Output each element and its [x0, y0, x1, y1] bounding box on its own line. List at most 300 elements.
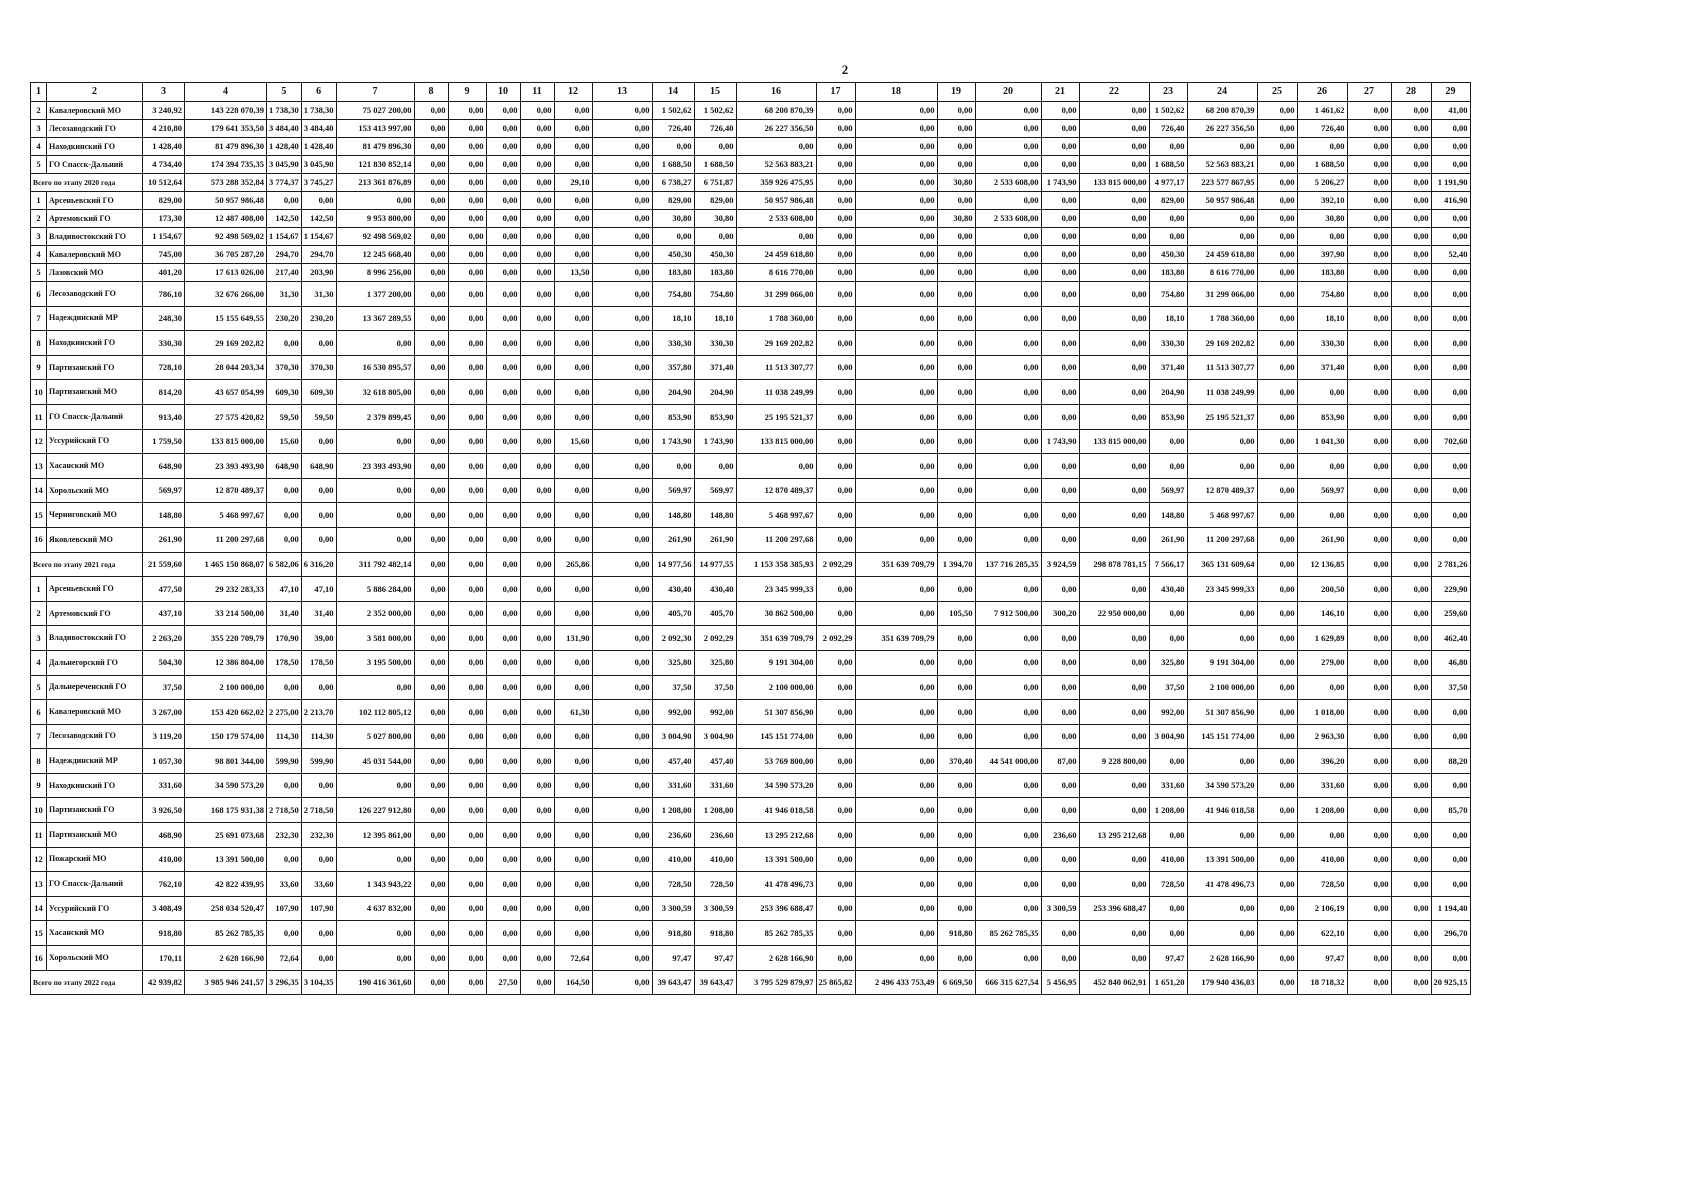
cell-col-21: 0,00 [1041, 921, 1079, 946]
cell-col-13: 0,00 [592, 946, 652, 971]
cell-col-21: 0,00 [1041, 138, 1079, 156]
cell-col-25: 0,00 [1257, 102, 1297, 120]
cell-col-27: 0,00 [1347, 192, 1391, 210]
cell-col-29: 46,80 [1431, 650, 1470, 675]
cell-col-15: 204,90 [694, 380, 736, 405]
cell-col-11: 0,00 [520, 454, 554, 479]
cell-col-12: 0,00 [554, 355, 592, 380]
cell-col-27: 0,00 [1347, 156, 1391, 174]
cell-col-24: 52 563 883,21 [1187, 156, 1257, 174]
cell-col-16: 11 038 249,99 [736, 380, 816, 405]
table-row [31, 120, 1471, 138]
cell-col-21: 0,00 [1041, 306, 1079, 331]
cell-col-16: 0,00 [736, 138, 816, 156]
cell-col-3: 1 428,40 [143, 138, 185, 156]
municipality-name: Хасанский МО [47, 921, 143, 946]
cell-col-21: 0,00 [1041, 700, 1079, 725]
cell-col-20: 0,00 [975, 872, 1041, 897]
cell-col-19: 30,80 [937, 174, 975, 192]
cell-col-21: 5 456,95 [1041, 970, 1079, 995]
cell-col-20: 0,00 [975, 478, 1041, 503]
cell-col-18: 0,00 [855, 675, 937, 700]
cell-col-13: 0,00 [592, 749, 652, 774]
cell-col-28: 0,00 [1391, 138, 1431, 156]
cell-col-13: 0,00 [592, 626, 652, 651]
cell-col-9: 0,00 [448, 577, 486, 602]
cell-col-3: 2 263,20 [143, 626, 185, 651]
cell-col-12: 265,86 [554, 552, 592, 577]
cell-col-16: 85 262 785,35 [736, 921, 816, 946]
cell-col-26: 397,90 [1297, 246, 1347, 264]
cell-col-9: 0,00 [448, 773, 486, 798]
cell-col-13: 0,00 [592, 970, 652, 995]
cell-col-15: 330,30 [694, 331, 736, 356]
cell-col-12: 0,00 [554, 404, 592, 429]
cell-col-13: 0,00 [592, 331, 652, 356]
cell-col-29: 1 194,40 [1431, 896, 1470, 921]
cell-col-24: 41 478 496,73 [1187, 872, 1257, 897]
cell-col-9: 0,00 [448, 192, 486, 210]
cell-col-26: 1 629,89 [1297, 626, 1347, 651]
table-row [31, 264, 1471, 282]
cell-col-22: 133 815 000,00 [1079, 174, 1149, 192]
table-row [31, 577, 1471, 602]
cell-col-5: 0,00 [267, 192, 302, 210]
cell-col-13: 0,00 [592, 478, 652, 503]
table-row [31, 380, 1471, 405]
total-row [31, 174, 1471, 192]
cell-col-29: 0,00 [1431, 847, 1470, 872]
row-number: 5 [31, 156, 47, 174]
cell-col-14: 0,00 [652, 454, 694, 479]
cell-col-5: 15,60 [267, 429, 302, 454]
table-row [31, 478, 1471, 503]
cell-col-5: 1 738,30 [267, 102, 302, 120]
row-number: 13 [31, 872, 47, 897]
cell-col-7: 0,00 [336, 847, 414, 872]
cell-col-19: 0,00 [937, 700, 975, 725]
cell-col-7: 0,00 [336, 192, 414, 210]
cell-col-12: 0,00 [554, 102, 592, 120]
cell-col-20: 0,00 [975, 120, 1041, 138]
cell-col-23: 0,00 [1149, 749, 1187, 774]
cell-col-9: 0,00 [448, 527, 486, 552]
municipality-name: Партизанский МО [47, 380, 143, 405]
cell-col-14: 204,90 [652, 380, 694, 405]
cell-col-10: 0,00 [486, 921, 520, 946]
cell-col-26: 754,80 [1297, 282, 1347, 307]
cell-col-16: 133 815 000,00 [736, 429, 816, 454]
municipality-name: Арсеньевский ГО [47, 192, 143, 210]
column-header-4: 4 [185, 83, 267, 102]
cell-col-10: 0,00 [486, 552, 520, 577]
cell-col-27: 0,00 [1347, 749, 1391, 774]
cell-col-26: 0,00 [1297, 503, 1347, 528]
row-number: 8 [31, 749, 47, 774]
cell-col-19: 918,80 [937, 921, 975, 946]
cell-col-19: 30,80 [937, 210, 975, 228]
cell-col-4: 258 034 520,47 [185, 896, 267, 921]
cell-col-10: 0,00 [486, 331, 520, 356]
cell-col-7: 9 953 800,00 [336, 210, 414, 228]
cell-col-19: 0,00 [937, 503, 975, 528]
cell-col-11: 0,00 [520, 700, 554, 725]
total-row [31, 552, 1471, 577]
cell-col-17: 0,00 [816, 675, 855, 700]
cell-col-20: 0,00 [975, 429, 1041, 454]
cell-col-25: 0,00 [1257, 798, 1297, 823]
cell-col-26: 146,10 [1297, 601, 1347, 626]
column-header-19: 19 [937, 83, 975, 102]
cell-col-19: 0,00 [937, 156, 975, 174]
row-number: 15 [31, 921, 47, 946]
cell-col-22: 0,00 [1079, 102, 1149, 120]
row-number: 10 [31, 380, 47, 405]
cell-col-27: 0,00 [1347, 404, 1391, 429]
cell-col-28: 0,00 [1391, 156, 1431, 174]
cell-col-10: 0,00 [486, 675, 520, 700]
cell-col-11: 0,00 [520, 552, 554, 577]
cell-col-18: 0,00 [855, 156, 937, 174]
cell-col-23: 3 004,90 [1149, 724, 1187, 749]
cell-col-24: 0,00 [1187, 896, 1257, 921]
cell-col-16: 3 795 529 879,97 [736, 970, 816, 995]
cell-col-20: 2 533 608,00 [975, 174, 1041, 192]
cell-col-7: 8 996 256,00 [336, 264, 414, 282]
cell-col-23: 728,50 [1149, 872, 1187, 897]
cell-col-9: 0,00 [448, 601, 486, 626]
cell-col-27: 0,00 [1347, 946, 1391, 971]
cell-col-6: 1 428,40 [301, 138, 336, 156]
cell-col-22: 0,00 [1079, 847, 1149, 872]
cell-col-12: 0,00 [554, 823, 592, 848]
cell-col-5: 648,90 [267, 454, 302, 479]
cell-col-10: 0,00 [486, 478, 520, 503]
cell-col-3: 3 926,50 [143, 798, 185, 823]
cell-col-5: 230,20 [267, 306, 302, 331]
cell-col-26: 1 208,00 [1297, 798, 1347, 823]
column-header-6: 6 [301, 83, 336, 102]
cell-col-17: 0,00 [816, 192, 855, 210]
cell-col-11: 0,00 [520, 478, 554, 503]
cell-col-6: 47,10 [301, 577, 336, 602]
cell-col-5: 72,64 [267, 946, 302, 971]
cell-col-3: 786,10 [143, 282, 185, 307]
cell-col-14: 14 977,56 [652, 552, 694, 577]
cell-col-15: 728,50 [694, 872, 736, 897]
cell-col-14: 918,80 [652, 921, 694, 946]
cell-col-22: 133 815 000,00 [1079, 429, 1149, 454]
cell-col-14: 430,40 [652, 577, 694, 602]
cell-col-7: 102 112 805,12 [336, 700, 414, 725]
cell-col-6: 3 484,40 [301, 120, 336, 138]
cell-col-19: 0,00 [937, 626, 975, 651]
cell-col-24: 12 870 489,37 [1187, 478, 1257, 503]
cell-col-17: 0,00 [816, 847, 855, 872]
cell-col-28: 0,00 [1391, 478, 1431, 503]
row-number: 8 [31, 331, 47, 356]
cell-col-22: 253 396 688,47 [1079, 896, 1149, 921]
cell-col-25: 0,00 [1257, 773, 1297, 798]
cell-col-19: 0,00 [937, 282, 975, 307]
cell-col-7: 5 886 284,00 [336, 577, 414, 602]
cell-col-16: 29 169 202,82 [736, 331, 816, 356]
cell-col-13: 0,00 [592, 675, 652, 700]
cell-col-23: 371,40 [1149, 355, 1187, 380]
cell-col-29: 0,00 [1431, 404, 1470, 429]
cell-col-18: 2 496 433 753,49 [855, 970, 937, 995]
cell-col-11: 0,00 [520, 210, 554, 228]
cell-col-19: 0,00 [937, 355, 975, 380]
municipality-name: Лазовский МО [47, 264, 143, 282]
cell-col-24: 2 628 166,90 [1187, 946, 1257, 971]
cell-col-19: 0,00 [937, 577, 975, 602]
cell-col-3: 504,30 [143, 650, 185, 675]
cell-col-22: 0,00 [1079, 478, 1149, 503]
cell-col-27: 0,00 [1347, 355, 1391, 380]
cell-col-20: 0,00 [975, 454, 1041, 479]
cell-col-14: 0,00 [652, 228, 694, 246]
cell-col-17: 0,00 [816, 823, 855, 848]
cell-col-10: 0,00 [486, 246, 520, 264]
table-row [31, 282, 1471, 307]
column-header-2: 2 [47, 83, 143, 102]
cell-col-17: 0,00 [816, 282, 855, 307]
cell-col-4: 12 386 804,00 [185, 650, 267, 675]
cell-col-17: 0,00 [816, 138, 855, 156]
cell-col-8: 0,00 [414, 601, 448, 626]
cell-col-14: 148,80 [652, 503, 694, 528]
cell-col-15: 183,80 [694, 264, 736, 282]
cell-col-12: 0,00 [554, 601, 592, 626]
cell-col-18: 0,00 [855, 847, 937, 872]
cell-col-28: 0,00 [1391, 773, 1431, 798]
cell-col-7: 0,00 [336, 773, 414, 798]
cell-col-10: 0,00 [486, 847, 520, 872]
cell-col-16: 50 957 986,48 [736, 192, 816, 210]
table-row [31, 896, 1471, 921]
cell-col-24: 5 468 997,67 [1187, 503, 1257, 528]
cell-col-27: 0,00 [1347, 246, 1391, 264]
cell-col-11: 0,00 [520, 120, 554, 138]
cell-col-21: 0,00 [1041, 724, 1079, 749]
cell-col-26: 0,00 [1297, 138, 1347, 156]
cell-col-19: 0,00 [937, 246, 975, 264]
cell-col-15: 39 643,47 [694, 970, 736, 995]
cell-col-24: 9 191 304,00 [1187, 650, 1257, 675]
table-row [31, 246, 1471, 264]
table-row [31, 138, 1471, 156]
cell-col-6: 31,30 [301, 282, 336, 307]
cell-col-8: 0,00 [414, 872, 448, 897]
table-row [31, 228, 1471, 246]
cell-col-14: 30,80 [652, 210, 694, 228]
cell-col-4: 15 155 649,55 [185, 306, 267, 331]
cell-col-28: 0,00 [1391, 429, 1431, 454]
cell-col-26: 0,00 [1297, 823, 1347, 848]
table-row [31, 626, 1471, 651]
column-header-9: 9 [448, 83, 486, 102]
cell-col-10: 0,00 [486, 264, 520, 282]
municipality-name: Находкинский ГО [47, 138, 143, 156]
cell-col-18: 0,00 [855, 192, 937, 210]
cell-col-18: 0,00 [855, 527, 937, 552]
total-label: Всего по этапу 2022 года [31, 970, 143, 995]
row-number: 7 [31, 724, 47, 749]
cell-col-25: 0,00 [1257, 577, 1297, 602]
municipality-name: Дальнегорский ГО [47, 650, 143, 675]
cell-col-14: 261,90 [652, 527, 694, 552]
cell-col-5: 232,30 [267, 823, 302, 848]
cell-col-20: 2 533 608,00 [975, 210, 1041, 228]
cell-col-13: 0,00 [592, 282, 652, 307]
cell-col-5: 2 275,00 [267, 700, 302, 725]
cell-col-12: 0,00 [554, 120, 592, 138]
municipality-name: Надеждинский МР [47, 749, 143, 774]
row-number: 2 [31, 601, 47, 626]
cell-col-21: 87,00 [1041, 749, 1079, 774]
cell-col-22: 0,00 [1079, 798, 1149, 823]
cell-col-6: 3 745,27 [301, 174, 336, 192]
row-number: 4 [31, 650, 47, 675]
cell-col-14: 726,40 [652, 120, 694, 138]
cell-col-8: 0,00 [414, 724, 448, 749]
cell-col-27: 0,00 [1347, 454, 1391, 479]
cell-col-14: 6 738,27 [652, 174, 694, 192]
municipality-name: Находкинский ГО [47, 331, 143, 356]
cell-col-11: 0,00 [520, 503, 554, 528]
column-header-29: 29 [1431, 83, 1470, 102]
cell-col-28: 0,00 [1391, 823, 1431, 848]
cell-col-24: 25 195 521,37 [1187, 404, 1257, 429]
cell-col-7: 4 637 832,00 [336, 896, 414, 921]
cell-col-16: 9 191 304,00 [736, 650, 816, 675]
cell-col-10: 0,00 [486, 601, 520, 626]
cell-col-17: 0,00 [816, 174, 855, 192]
cell-col-17: 0,00 [816, 601, 855, 626]
cell-col-29: 0,00 [1431, 773, 1470, 798]
cell-col-25: 0,00 [1257, 847, 1297, 872]
cell-col-8: 0,00 [414, 404, 448, 429]
cell-col-16: 2 533 608,00 [736, 210, 816, 228]
cell-col-15: 457,40 [694, 749, 736, 774]
cell-col-23: 992,00 [1149, 700, 1187, 725]
cell-col-18: 0,00 [855, 102, 937, 120]
cell-col-23: 0,00 [1149, 210, 1187, 228]
cell-col-15: 331,60 [694, 773, 736, 798]
cell-col-13: 0,00 [592, 264, 652, 282]
cell-col-25: 0,00 [1257, 946, 1297, 971]
cell-col-7: 3 195 500,00 [336, 650, 414, 675]
cell-col-27: 0,00 [1347, 601, 1391, 626]
cell-col-3: 829,00 [143, 192, 185, 210]
cell-col-17: 0,00 [816, 577, 855, 602]
cell-col-14: 1 502,62 [652, 102, 694, 120]
cell-col-4: 1 465 150 868,07 [185, 552, 267, 577]
cell-col-21: 236,60 [1041, 823, 1079, 848]
cell-col-29: 462,40 [1431, 626, 1470, 651]
cell-col-22: 0,00 [1079, 228, 1149, 246]
cell-col-18: 0,00 [855, 120, 937, 138]
cell-col-19: 0,00 [937, 847, 975, 872]
cell-col-22: 0,00 [1079, 946, 1149, 971]
cell-col-27: 0,00 [1347, 282, 1391, 307]
cell-col-5: 0,00 [267, 503, 302, 528]
cell-col-29: 296,70 [1431, 921, 1470, 946]
cell-col-21: 0,00 [1041, 872, 1079, 897]
cell-col-15: 569,97 [694, 478, 736, 503]
cell-col-13: 0,00 [592, 896, 652, 921]
cell-col-15: 2 092,29 [694, 626, 736, 651]
cell-col-23: 0,00 [1149, 896, 1187, 921]
cell-col-20: 0,00 [975, 380, 1041, 405]
cell-col-14: 0,00 [652, 138, 694, 156]
cell-col-20: 0,00 [975, 102, 1041, 120]
column-header-26: 26 [1297, 83, 1347, 102]
cell-col-22: 0,00 [1079, 626, 1149, 651]
cell-col-13: 0,00 [592, 404, 652, 429]
cell-col-5: 3 296,35 [267, 970, 302, 995]
cell-col-5: 370,30 [267, 355, 302, 380]
cell-col-28: 0,00 [1391, 798, 1431, 823]
municipality-name: Лесозаводский ГО [47, 120, 143, 138]
cell-col-12: 0,00 [554, 454, 592, 479]
cell-col-27: 0,00 [1347, 429, 1391, 454]
table-row [31, 210, 1471, 228]
cell-col-23: 754,80 [1149, 282, 1187, 307]
municipality-name: Артемовский ГО [47, 210, 143, 228]
cell-col-13: 0,00 [592, 228, 652, 246]
cell-col-15: 430,40 [694, 577, 736, 602]
cell-col-9: 0,00 [448, 331, 486, 356]
column-header-5: 5 [267, 83, 302, 102]
cell-col-4: 92 498 569,02 [185, 228, 267, 246]
cell-col-18: 351 639 709,79 [855, 626, 937, 651]
cell-col-9: 0,00 [448, 921, 486, 946]
table-row [31, 503, 1471, 528]
cell-col-20: 666 315 627,54 [975, 970, 1041, 995]
cell-col-7: 23 393 493,90 [336, 454, 414, 479]
cell-col-18: 0,00 [855, 896, 937, 921]
cell-col-23: 148,80 [1149, 503, 1187, 528]
cell-col-9: 0,00 [448, 138, 486, 156]
cell-col-6: 39,00 [301, 626, 336, 651]
cell-col-24: 0,00 [1187, 429, 1257, 454]
cell-col-3: 410,00 [143, 847, 185, 872]
cell-col-28: 0,00 [1391, 872, 1431, 897]
cell-col-4: 32 676 266,00 [185, 282, 267, 307]
cell-col-10: 0,00 [486, 798, 520, 823]
cell-col-4: 573 288 352,84 [185, 174, 267, 192]
cell-col-12: 0,00 [554, 503, 592, 528]
cell-col-16: 11 513 307,77 [736, 355, 816, 380]
cell-col-28: 0,00 [1391, 921, 1431, 946]
cell-col-14: 405,70 [652, 601, 694, 626]
cell-col-17: 0,00 [816, 246, 855, 264]
cell-col-29: 37,50 [1431, 675, 1470, 700]
cell-col-21: 0,00 [1041, 798, 1079, 823]
cell-col-7: 0,00 [336, 478, 414, 503]
header-row [31, 83, 1471, 102]
cell-col-25: 0,00 [1257, 429, 1297, 454]
cell-col-11: 0,00 [520, 404, 554, 429]
cell-col-21: 0,00 [1041, 454, 1079, 479]
cell-col-11: 0,00 [520, 724, 554, 749]
municipality-name: Надеждинский МР [47, 306, 143, 331]
cell-col-16: 145 151 774,00 [736, 724, 816, 749]
cell-col-10: 0,00 [486, 355, 520, 380]
cell-col-23: 330,30 [1149, 331, 1187, 356]
